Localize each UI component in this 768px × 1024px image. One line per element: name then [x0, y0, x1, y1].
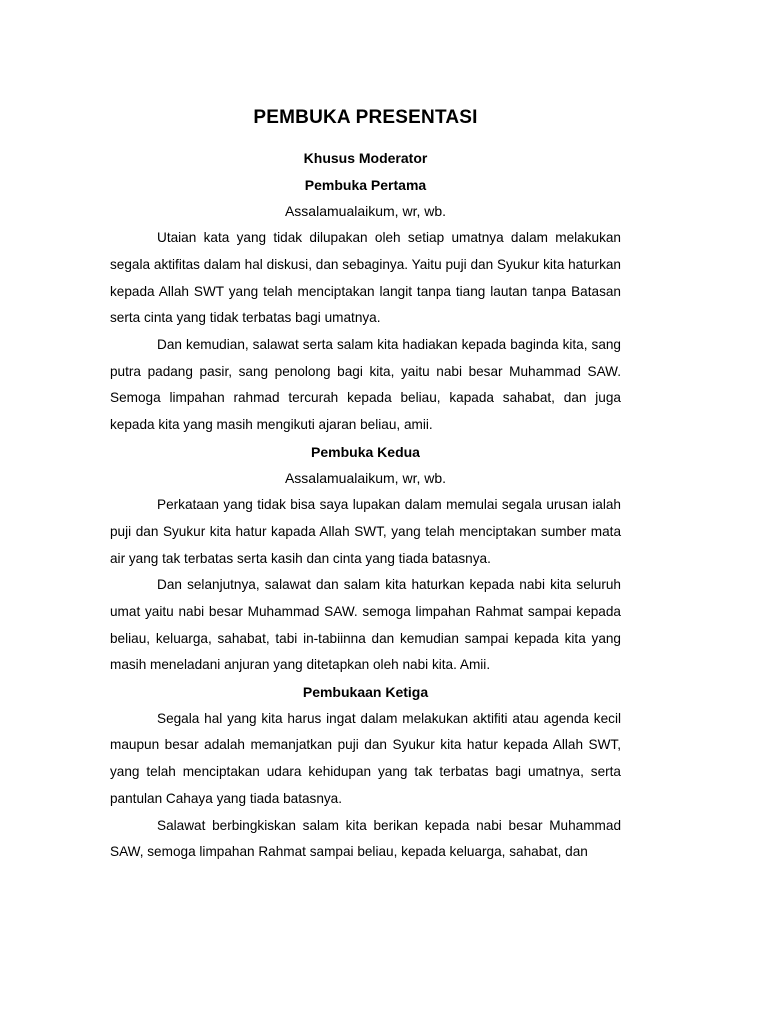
section-heading: Pembuka Kedua — [311, 443, 420, 460]
section-pembuka-kedua — [110, 439, 621, 679]
paragraph: Segala hal yang kita harus ingat dalam melakukan aktifiti atau agenda kecil maupun besar adalah memanjatkan puji dan Syukur kita hatur kepada Allah SWT, yang telah menciptakan udara kehidupan yang tak terbatas bagi umatnya, serta pantulan Cahaya yang tiada batasnya. — [110, 710, 621, 806]
page-title: PEMBUKA PRESENTASI — [253, 107, 478, 128]
paragraph: Salawat berbingkiskan salam kita berikan kepada nabi besar Muhammad SAW, semoga limpahan Rahmat sampai beliau, kepada keluarga, sahabat, dan — [110, 817, 621, 860]
section-pembukaan-ketiga — [110, 679, 621, 866]
section-heading: Pembuka Pertama — [304, 176, 427, 193]
paragraph: Perkataan yang tidak bisa saya lupakan dalam memulai segala urusan ialah puji dan Syukur kita hatur kapada Allah SWT, yang telah menciptakan sumber mata air yang tak terbatas serta kasih dan cinta yang tiada batasnya. — [110, 497, 621, 566]
subtitle: Khusus Moderator — [303, 150, 428, 166]
paragraph: Dan selanjutnya, salawat dan salam kita haturkan kepada nabi kita seluruh umat yaitu nabi besar Muhammad SAW. semoga limpahan Rahmat sampai kepada beliau, keluarga, sahabat, tabi in-tabiinna dan kemudian sampai kepada kita yang masih meneladani anjuran yang ditetapkan oleh nabi kita. Amii. — [110, 577, 621, 673]
section-heading: Pembukaan Ketiga — [302, 684, 429, 701]
paragraph: Utaian kata yang tidak dilupakan oleh setiap umatnya dalam melakukan segala aktifitas dalam hal diskusi, dan sebaginya. Yaitu puji dan Syukur kita haturkan kepada Allah SWT yang telah menciptakan langit tanpa tiang lautan tanpa Batasan serta cinta yang tidak terbatas bagi umatnya. — [110, 230, 621, 326]
greeting-text: Assalamualaikum, wr, wb. — [284, 203, 447, 220]
paragraph: Dan kemudian, salawat serta salam kita hadiakan kepada baginda kita, sang putra padang pasir, sang penolong bagi kita, yaitu nabi besar Muhammad SAW. Semoga limpahan rahmad tercurah kepada beliau, kapada sahabat, dan juga kepada kita yang masih mengikuti ajaran beliau, amii. — [110, 336, 621, 433]
section-pembuka-pertama — [110, 172, 621, 439]
greeting-text: Assalamualaikum, wr, wb. — [284, 470, 447, 487]
